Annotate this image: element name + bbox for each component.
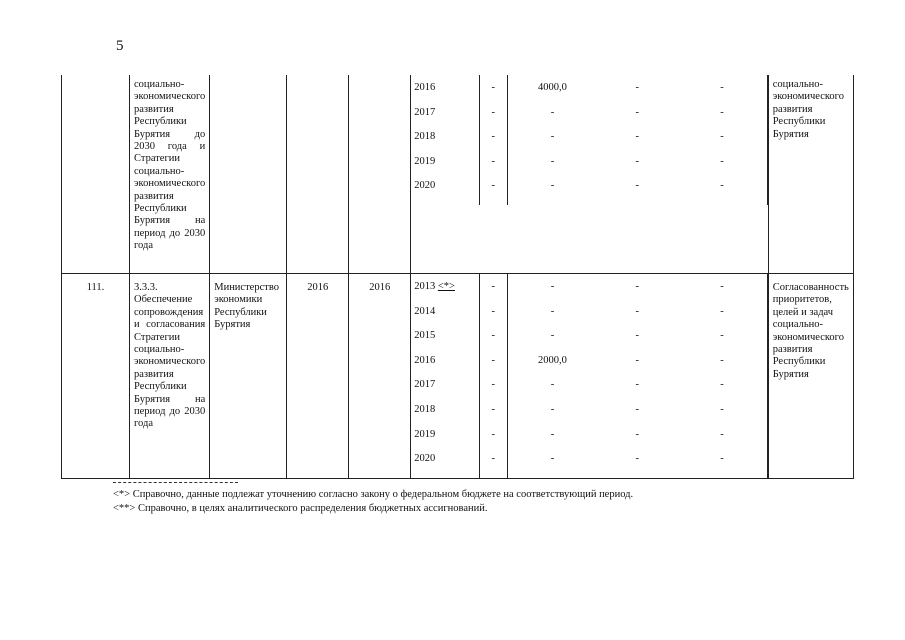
finance-row bbox=[411, 156, 767, 181]
value-cell bbox=[507, 404, 597, 429]
value-cell bbox=[597, 180, 677, 205]
executor: Министерство экономики Республики Бурятия bbox=[214, 282, 279, 331]
amount-value: - bbox=[635, 82, 639, 93]
program-table bbox=[61, 75, 854, 479]
amount-value: - bbox=[720, 379, 724, 391]
amount-value: - bbox=[720, 155, 724, 167]
amount-value: - bbox=[550, 155, 555, 167]
year-value: 2018 bbox=[414, 403, 436, 415]
finance-subtable bbox=[411, 274, 768, 478]
value-cell bbox=[479, 131, 507, 156]
value-cell bbox=[677, 75, 767, 107]
value-cell bbox=[479, 379, 507, 404]
value-cell bbox=[677, 330, 767, 355]
amount-value: - bbox=[491, 453, 495, 465]
page-number: 5 bbox=[116, 38, 124, 54]
value-cell bbox=[507, 306, 597, 331]
year-value: 2017 bbox=[414, 379, 436, 391]
start-cell bbox=[287, 75, 349, 274]
amount-value: - bbox=[720, 106, 724, 118]
amount-value: - bbox=[491, 403, 495, 415]
year-cell bbox=[411, 180, 479, 205]
value-cell bbox=[479, 107, 507, 132]
start-year: 2016 bbox=[307, 282, 329, 293]
amount-value: - bbox=[550, 403, 555, 415]
finance-row bbox=[411, 429, 767, 454]
amount-value: - bbox=[635, 131, 639, 143]
value-cell bbox=[597, 75, 677, 107]
value-cell bbox=[479, 75, 507, 107]
amount-value: - bbox=[635, 379, 639, 391]
year-cell bbox=[411, 404, 479, 429]
amount-value: - bbox=[550, 131, 555, 143]
value-cell bbox=[507, 107, 597, 132]
value-cell bbox=[597, 156, 677, 181]
start-cell bbox=[287, 274, 349, 479]
value-cell bbox=[507, 156, 597, 181]
finance-subtable bbox=[411, 75, 768, 205]
value-cell bbox=[677, 379, 767, 404]
value-cell bbox=[479, 330, 507, 355]
value-cell bbox=[507, 274, 597, 306]
value-cell bbox=[507, 355, 597, 380]
value-cell bbox=[597, 131, 677, 156]
year-cell bbox=[411, 453, 479, 478]
finance-row bbox=[411, 131, 767, 156]
year-cell bbox=[411, 355, 479, 380]
finance-row bbox=[411, 330, 767, 355]
executor-cell bbox=[210, 274, 287, 479]
amount-value: - bbox=[550, 330, 555, 342]
amount-value: - bbox=[720, 180, 724, 192]
year-value: 2020 bbox=[414, 453, 436, 465]
finance-row bbox=[411, 180, 767, 205]
finance-row bbox=[411, 107, 767, 132]
value-cell bbox=[677, 404, 767, 429]
amount-value: - bbox=[491, 131, 495, 143]
amount-value: - bbox=[720, 131, 724, 143]
amount-value: - bbox=[720, 82, 724, 93]
year-cell bbox=[411, 306, 479, 331]
amount-value: - bbox=[550, 281, 555, 292]
footnote-2: <**> Справочно, в целях аналитического распределения бюджетных ассигнований. bbox=[113, 503, 488, 514]
finance-row bbox=[411, 306, 767, 331]
value-cell bbox=[479, 180, 507, 205]
result-cell bbox=[768, 75, 853, 274]
year-cell bbox=[411, 156, 479, 181]
value-cell bbox=[507, 131, 597, 156]
amount-value: - bbox=[491, 305, 495, 317]
finance-row bbox=[411, 453, 767, 478]
amount-value: - bbox=[491, 281, 495, 292]
footnote-1: <*> Справочно, данные подлежат уточнению согласно закону о федеральном бюджете на соответствующий период. bbox=[113, 489, 634, 500]
result-cell bbox=[768, 274, 853, 479]
value-cell bbox=[597, 274, 677, 306]
finance-row bbox=[411, 404, 767, 429]
amount-value: 2000,0 bbox=[538, 354, 567, 366]
value-cell bbox=[677, 131, 767, 156]
value-cell bbox=[597, 306, 677, 331]
amount-value: - bbox=[491, 428, 495, 440]
amount-value: - bbox=[720, 453, 724, 465]
value-cell bbox=[507, 75, 597, 107]
value-cell bbox=[479, 306, 507, 331]
value-cell bbox=[479, 156, 507, 181]
amount-value: - bbox=[550, 106, 555, 118]
name-cell bbox=[130, 75, 210, 274]
amount-value: - bbox=[491, 82, 495, 93]
executor-cell bbox=[210, 75, 287, 274]
amount-value: - bbox=[635, 428, 639, 440]
value-cell bbox=[479, 429, 507, 454]
value-cell bbox=[479, 453, 507, 478]
amount-value: - bbox=[635, 403, 639, 415]
value-cell bbox=[597, 355, 677, 380]
value-cell bbox=[677, 274, 767, 306]
end-cell bbox=[349, 274, 411, 479]
amount-value: - bbox=[720, 330, 724, 342]
amount-value: - bbox=[550, 180, 555, 192]
amount-value: - bbox=[491, 330, 495, 342]
amount-value: - bbox=[550, 453, 555, 465]
year-value: 2020 bbox=[414, 180, 436, 192]
amount-value: - bbox=[720, 428, 724, 440]
amount-value: - bbox=[720, 403, 724, 415]
year-cell bbox=[411, 107, 479, 132]
finance-row bbox=[411, 75, 767, 107]
amount-value: - bbox=[491, 180, 495, 192]
table-row bbox=[62, 274, 854, 479]
value-cell bbox=[479, 274, 507, 306]
value-cell bbox=[597, 330, 677, 355]
year-cell bbox=[411, 330, 479, 355]
num-cell bbox=[62, 274, 130, 479]
year-value: 2019 bbox=[414, 155, 436, 167]
year-cell bbox=[411, 131, 479, 156]
amount-value: - bbox=[550, 379, 555, 391]
value-cell bbox=[507, 180, 597, 205]
amount-value: - bbox=[635, 281, 639, 292]
footnote-separator bbox=[113, 482, 238, 483]
value-cell bbox=[507, 330, 597, 355]
value-cell bbox=[677, 156, 767, 181]
amount-value: - bbox=[491, 379, 495, 391]
value-cell bbox=[677, 453, 767, 478]
finance-row bbox=[411, 355, 767, 380]
value-cell bbox=[507, 429, 597, 454]
finance-cell bbox=[411, 75, 769, 274]
table-row bbox=[62, 75, 854, 274]
year-value: 2014 bbox=[414, 305, 436, 317]
year-value: 2013 bbox=[414, 281, 436, 292]
value-cell bbox=[677, 107, 767, 132]
amount-value: - bbox=[635, 106, 639, 118]
year-cell bbox=[411, 274, 479, 306]
amount-value: - bbox=[635, 180, 639, 192]
amount-value: - bbox=[635, 330, 639, 342]
amount-value: - bbox=[635, 305, 639, 317]
amount-value: - bbox=[720, 305, 724, 317]
amount-value: - bbox=[635, 453, 639, 465]
footnote-link[interactable]: <*> bbox=[437, 281, 455, 292]
footnotes bbox=[113, 482, 633, 516]
value-cell bbox=[677, 306, 767, 331]
amount-value: - bbox=[720, 281, 724, 292]
year-value: 2015 bbox=[414, 330, 436, 342]
year-value: 2017 bbox=[414, 106, 436, 118]
end-year: 2016 bbox=[369, 282, 391, 293]
name-cell bbox=[130, 274, 210, 479]
value-cell bbox=[507, 379, 597, 404]
amount-value: - bbox=[550, 305, 555, 317]
expected-result: Согласованность приоритетов, целей и задач социально-экономического развития Республики Бурятия bbox=[772, 282, 849, 380]
amount-value: - bbox=[720, 354, 724, 366]
finance-row bbox=[411, 379, 767, 404]
year-cell bbox=[411, 379, 479, 404]
amount-value: - bbox=[550, 428, 555, 440]
finance-row bbox=[411, 274, 767, 306]
finance-cell bbox=[411, 274, 769, 479]
value-cell bbox=[597, 404, 677, 429]
value-cell bbox=[479, 404, 507, 429]
end-cell bbox=[349, 75, 411, 274]
year-value: 2016 bbox=[414, 82, 436, 93]
year-value: 2018 bbox=[414, 131, 436, 143]
value-cell bbox=[597, 453, 677, 478]
value-cell bbox=[507, 453, 597, 478]
value-cell bbox=[677, 429, 767, 454]
year-value: 2016 bbox=[414, 354, 436, 366]
amount-value: - bbox=[635, 155, 639, 167]
value-cell bbox=[597, 107, 677, 132]
value-cell bbox=[597, 429, 677, 454]
amount-value: 4000,0 bbox=[538, 82, 567, 93]
expected-result: социально-экономического развития Республики Бурятия bbox=[772, 79, 844, 140]
amount-value: - bbox=[491, 106, 495, 118]
amount-value: - bbox=[491, 155, 495, 167]
amount-value: - bbox=[491, 354, 495, 366]
value-cell bbox=[677, 355, 767, 380]
num-cell bbox=[62, 75, 130, 274]
measure-name: 3.3.3. Обеспечение сопровождения и согласования Стратегии социально-экономического развития Республики Бурятия на период до 2030 года bbox=[134, 282, 206, 430]
amount-value: - bbox=[635, 354, 639, 366]
year-cell bbox=[411, 75, 479, 107]
measure-name: социально-экономического развития Республики Бурятия до 2030 года и Стратегии социально-экономического развития Республики Бурятия на период до 2030 года bbox=[134, 79, 206, 252]
value-cell bbox=[479, 355, 507, 380]
year-cell bbox=[411, 429, 479, 454]
value-cell bbox=[677, 180, 767, 205]
value-cell bbox=[597, 379, 677, 404]
row-number: 111. bbox=[86, 282, 105, 293]
year-value: 2019 bbox=[414, 428, 436, 440]
